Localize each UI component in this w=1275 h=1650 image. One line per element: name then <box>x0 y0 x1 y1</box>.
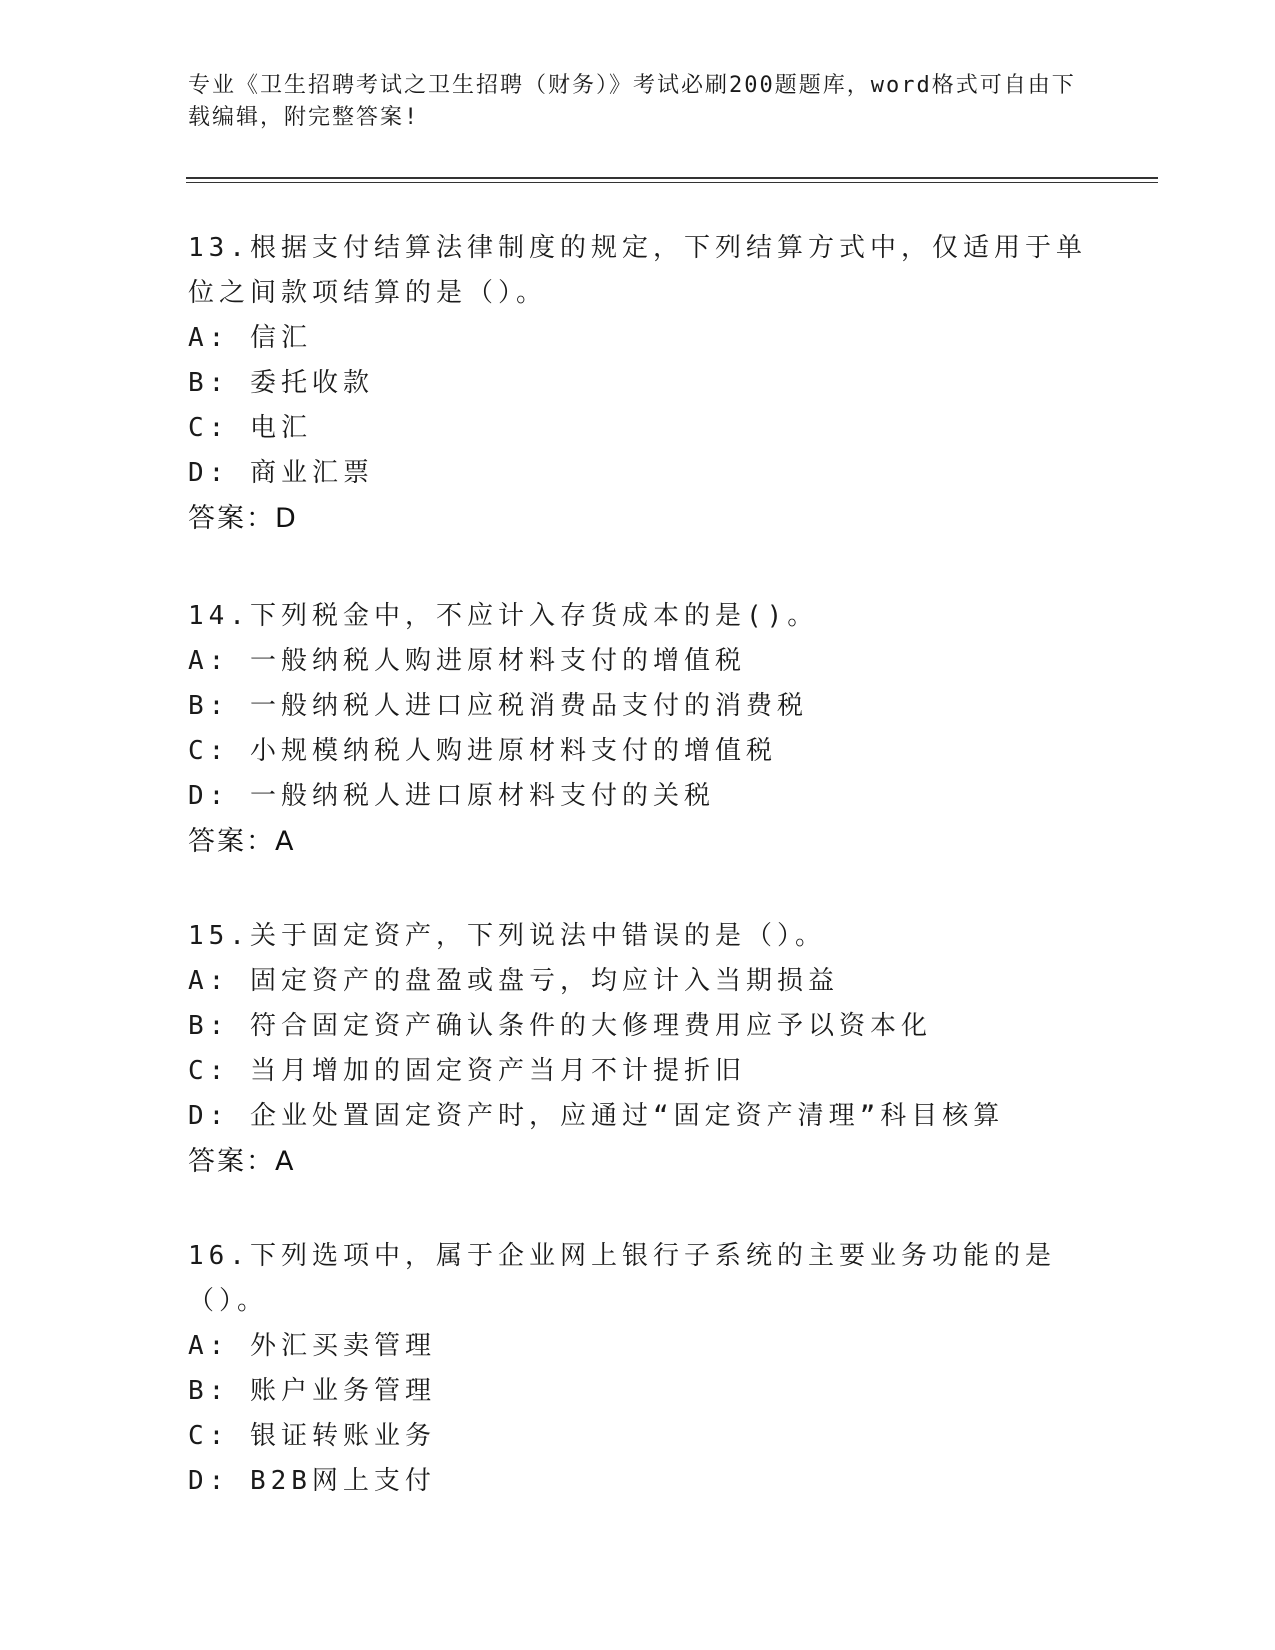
document-header <box>188 70 1088 134</box>
option-b: B: 委托收款 <box>188 368 374 398</box>
option-d: D: B2B网上支付 <box>188 1466 436 1496</box>
question-stem: 15.关于固定资产，下列说法中错误的是（）。 <box>188 921 826 951</box>
header-divider-thin <box>186 182 1158 183</box>
question-15 <box>188 914 1088 1185</box>
answer-line: 答案：A <box>188 1146 296 1177</box>
option-b: B: 账户业务管理 <box>188 1376 436 1406</box>
question-stem: 13.根据支付结算法律制度的规定，下列结算方式中，仅适用于单位之间款项结算的是（）。 <box>188 233 1087 308</box>
answer-line: 答案：A <box>188 826 296 857</box>
question-16 <box>188 1234 1088 1504</box>
option-a: A: 信汇 <box>188 323 312 353</box>
answer-line: 答案：D <box>188 503 298 534</box>
option-a: A: 固定资产的盘盈或盘亏，均应计入当期损益 <box>188 966 839 996</box>
question-14 <box>188 594 1088 865</box>
header-divider-thick <box>186 177 1158 179</box>
question-stem: 16.下列选项中，属于企业网上银行子系统的主要业务功能的是（）。 <box>188 1241 1056 1316</box>
option-c: C: 电汇 <box>188 413 312 443</box>
option-c: C: 当月增加的固定资产当月不计提折旧 <box>188 1056 746 1086</box>
option-b: B: 符合固定资产确认条件的大修理费用应予以资本化 <box>188 1011 932 1041</box>
option-a: A: 一般纳税人购进原材料支付的增值税 <box>188 646 746 676</box>
header-intro-text: 专业《卫生招聘考试之卫生招聘（财务）》考试必刷200题题库，word格式可自由下载编辑，附完整答案! <box>188 73 1076 130</box>
option-d: D: 一般纳税人进口原材料支付的关税 <box>188 781 715 811</box>
option-d: D: 商业汇票 <box>188 458 374 488</box>
option-c: C: 银证转账业务 <box>188 1421 436 1451</box>
option-b: B: 一般纳税人进口应税消费品支付的消费税 <box>188 691 808 721</box>
question-stem: 14.下列税金中，不应计入存货成本的是()。 <box>188 601 819 631</box>
option-d: D: 企业处置固定资产时，应通过“固定资产清理”科目核算 <box>188 1101 1005 1131</box>
question-13 <box>188 226 1088 542</box>
option-a: A: 外汇买卖管理 <box>188 1331 436 1361</box>
option-c: C: 小规模纳税人购进原材料支付的增值税 <box>188 736 777 766</box>
